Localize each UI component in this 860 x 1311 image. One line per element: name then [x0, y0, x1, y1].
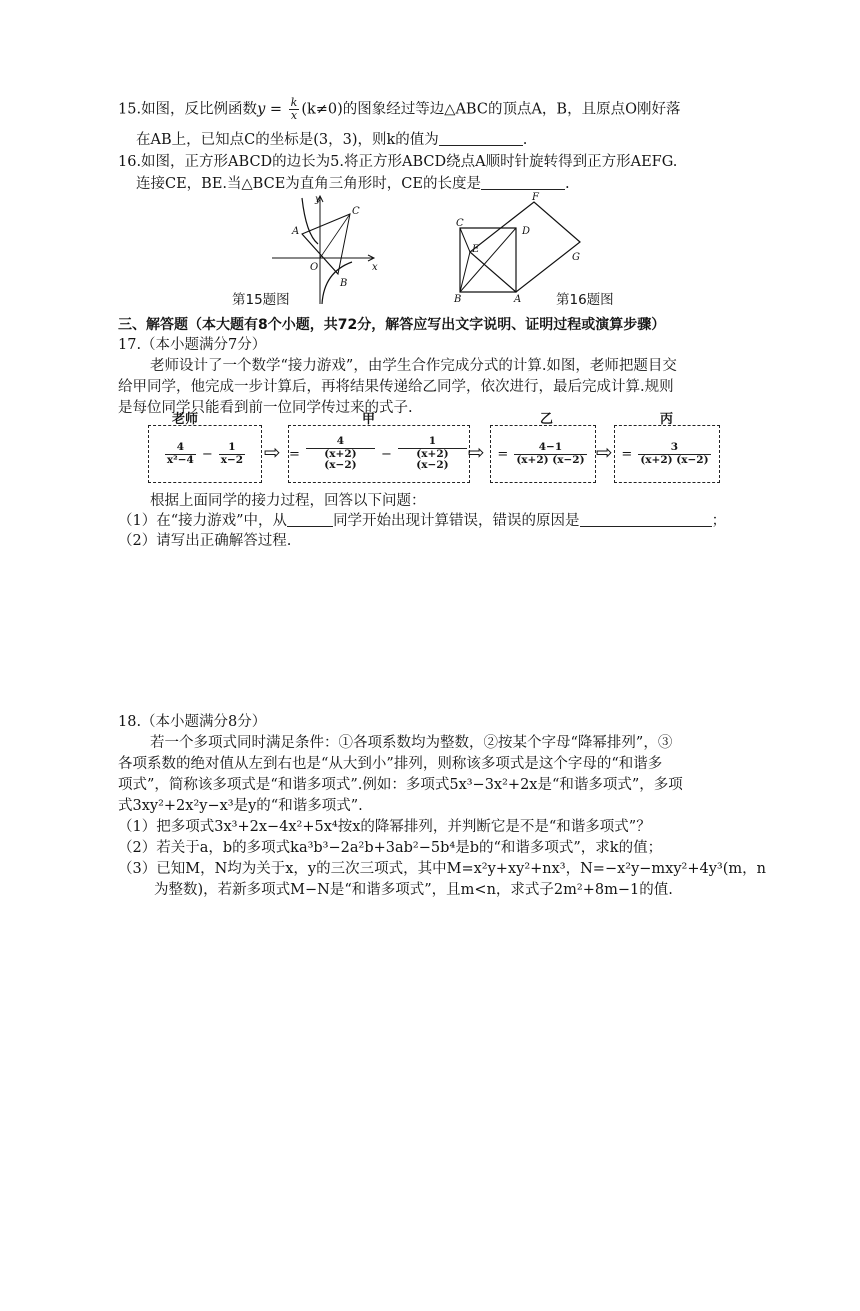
q17-intro: 根据上面同学的接力过程，回答以下问题： — [150, 493, 426, 509]
relay-box-yi: = $\frac{4-1}{(x+2) (x-2)}$ — [490, 425, 596, 483]
figure-16-caption: 第16题图 — [556, 292, 614, 308]
label-f: F — [532, 192, 539, 203]
q17-para2: 给甲同学，他完成一步计算后，再将结果传递给乙同学，依次进行，最后完成计算.规则 — [118, 379, 674, 395]
label-x: x — [372, 262, 378, 273]
relay-box-bing: = $\frac{3}{(x+2) (x-2)}$ — [614, 425, 720, 483]
label-c: C — [456, 218, 464, 229]
relay-box-teacher: $\frac{4}{\text{x²−4}}$ − $\frac{1}{x-2}$ — [148, 425, 262, 483]
label-d: D — [522, 226, 531, 237]
figure-15-caption: 第15题图 — [232, 292, 290, 308]
q15-fraction: $\frac{k}{x}$ — [290, 96, 298, 123]
q18-para4: 式3xy²+2x²y−x³是y的“和谐多项式”. — [118, 798, 363, 814]
label-a: A — [292, 226, 300, 237]
q17-reason-blank[interactable] — [580, 512, 712, 528]
role-teacher: 老师 — [172, 412, 199, 427]
q18-sub3-line1: （3）已知M，N均为关于x，y的三次三项式，其中M=x²y+xy²+nx³，N=−x²y−mxy²+4y³(m，n — [118, 861, 766, 877]
relay-arrow-3: ⇨ — [596, 440, 613, 464]
q18-sub2: （2）若关于a，b的多项式ka³b³−2a²b+3ab²−5b⁴是b的“和谐多项式”，求k的值； — [118, 840, 663, 856]
relay-arrow-2: ⇨ — [468, 440, 485, 464]
q18-para2: 各项系数的绝对值从左到右也是“从大到小”排列，则称该多项式是这个字母的“和谐多 — [118, 756, 663, 772]
section-title: 三、解答题（本大题有8个小题，共72分，解答应写出文字说明、证明过程或演算步骤） — [118, 317, 666, 333]
q18-para1: 若一个多项式同时满足条件：①各项系数均为整数，②按某个字母“降幂排列”，③ — [150, 735, 673, 751]
q15-line2: 在AB上，已知点C的坐标是(3，3)，则k的值为 . — [136, 132, 528, 148]
q18-header: 18.（本小题满分8分） — [118, 714, 267, 730]
role-yi: 乙 — [540, 412, 554, 427]
hyperbola-branch-lower — [322, 262, 352, 304]
label-b: B — [454, 294, 462, 305]
q17-header: 17.（本小题满分7分） — [118, 337, 267, 353]
label-e: E — [472, 244, 480, 255]
q17-sub2: （2）请写出正确解答过程. — [118, 533, 292, 549]
q16-answer-blank[interactable] — [481, 175, 565, 191]
q17-para3: 是每位同学只能看到前一位同学传过来的式子. — [118, 400, 413, 416]
q15-answer-blank[interactable] — [439, 131, 523, 147]
square-aefg — [470, 202, 580, 292]
relay-box-jia: = $\frac{4}{(x+2) (x-2)}$ − $\frac{1}{(x+2) (x-2)}$ — [288, 425, 470, 483]
label-y: y — [315, 194, 321, 205]
q17-para1: 老师设计了一个数学“接力游戏”，由学生合作完成分式的计算.如图，老师把题目交 — [150, 358, 677, 374]
q16-line2: 连接CE，BE.当△BCE为直角三角形时，CE的长度是 . — [136, 176, 570, 192]
label-c: C — [352, 206, 360, 217]
q15-line1: 15.如图，反比例函数y = $\frac{k}{x}$ (k≠0)的图象经过等边△ABC的顶点A，B，且原点O刚好落 — [118, 96, 681, 123]
q16-line1: 16.如图，正方形ABCD的边长为5.将正方形ABCD绕点A顺时针旋转得到正方形AEFG. — [118, 154, 678, 170]
label-b: B — [340, 278, 348, 289]
label-g: G — [572, 252, 580, 263]
relay-arrow-1: ⇨ — [264, 440, 281, 464]
label-o: O — [310, 262, 319, 273]
q17-student-blank[interactable] — [287, 512, 333, 528]
q18-sub3-line2: 为整数)，若新多项式M−N是“和谐多项式”，且m<n，求式子2m²+8m−1的值. — [154, 882, 673, 898]
q17-sub1: （1）在“接力游戏”中，从 同学开始出现计算错误，错误的原因是 ； — [118, 513, 727, 529]
q18-para3: 项式”，简称该多项式是“和谐多项式”.例如：多项式5x³−3x²+2x是“和谐多项式”，多项 — [118, 777, 683, 793]
label-a: A — [514, 294, 522, 305]
q18-sub1: （1）把多项式3x³+2x−4x²+5x⁴按x的降幂排列，并判断它是不是“和谐多项式”？ — [118, 819, 651, 835]
role-bing: 丙 — [660, 412, 674, 427]
role-jia: 甲 — [362, 412, 376, 427]
segment-ce — [460, 228, 470, 252]
